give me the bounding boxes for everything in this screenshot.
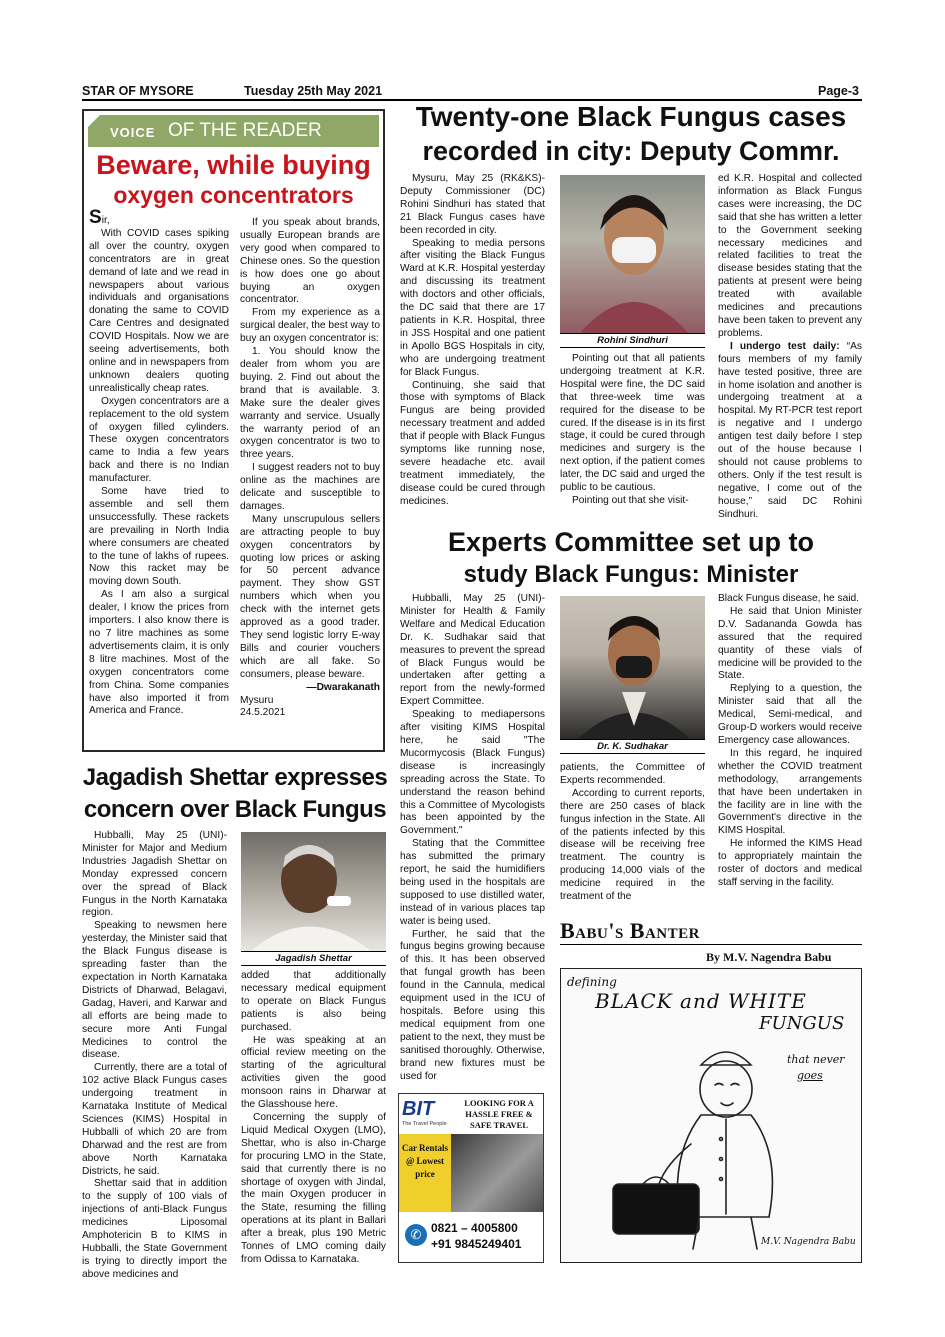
experts-column-3 (718, 593, 862, 890)
fungus-column-3 (718, 173, 862, 521)
shettar-photo-block (241, 832, 386, 966)
shettar-paragraph: Concerning the supply of Liquid Medical Oxygen (LMO), Shettar, who is also in-Charge for procuring LMO in the State, said that currently there is no shortage of oxygen with Jindal, the main Oxygen producer in the State, resuming the filling operations at its plant in Ballari after a break, plus 190 Metric Tonnes of LMO coming daily from Odissa to Karnataka. (241, 1111, 386, 1265)
cartoon-text-fungus: FUNGUS (759, 1013, 845, 1034)
voice-kicker (88, 115, 379, 147)
ad-phone-icon: ✆ (405, 1224, 427, 1246)
voice-paragraph: Some have tried to assemble and sell them unsuccessfully. These rackets are prevailing in North India where consumers are cheated to the tune of lakhs of rupees. Now this racket may be moving down South. (89, 486, 229, 588)
portrait-icon (241, 832, 386, 951)
sudhakar-photo (560, 596, 705, 739)
shettar-column-2 (241, 970, 386, 1267)
ad-brand-tagline: The Travel People (402, 1121, 447, 1127)
shettar-headline-line1: Jagadish Shettar expresses (82, 764, 388, 791)
ad-brand-block (402, 1098, 452, 1138)
fungus-paragraph: Pointing out that all patients undergoing treatment at K.R. Hospital were fine, the DC said that three-week time was required for the disease to be cured. If the disease is in its first stage, it could be cured through medicines and surgery is the next option, if the patient comes later, the DC said and urged the public to be cautious. (560, 353, 705, 494)
fungus-paragraph: ed K.R. Hospital and collected information as Black Fungus cases were increasing, the DC said that she has written a letter to the Government seeking necessary medicines and related facilities to treat the disease besides stating that the patients at present were being treated with available medicines and precautions have been taken to prevent any problems. (718, 173, 862, 339)
banter-rule (560, 944, 862, 945)
voice-headline-line2: oxygen concentrators (113, 182, 354, 208)
experts-column-1 (400, 593, 545, 1083)
voice-paragraph: I suggest readers not to buy online as the machines are delicate and susceptible to damages. (240, 462, 380, 512)
voice-place: Mysuru (240, 694, 274, 706)
voice-paragraph: From my experience as a surgical dealer, the best way to buy an oxygen concentrator is: (240, 307, 380, 345)
ad-phone-2: +91 9845249401 (431, 1237, 522, 1251)
experts-paragraph: Replying to a question, the Minister said that all the Medical, Semi-medical, and Group-D workers would receive Emergency case allowances. (718, 683, 862, 746)
rohini-photo-block (560, 175, 705, 347)
voice-paragraph: Many unscrupulous sellers are attracting people to buy oxygen concentrators by quoting low prices or asking for 50 percent advance payment. They show GST numbers which when you check with the internet gets approved as a good trader. They send logistic lorry E-way Bills and courier vouchers which are all fake. So consumers, please beware. (240, 513, 380, 680)
fungus-column-1 (400, 173, 545, 509)
fungus-headline-line2: recorded in city: Deputy Commr. (422, 136, 840, 166)
shettar-paragraph: Hubballi, May 25 (UNI)- Minister for Major and Medium Industries Jagadish Shettar on Monday expressed concern over the spread of Black Fungus in the North Karnataka region. (82, 830, 227, 919)
bit-travel-ad[interactable] (398, 1093, 544, 1263)
voice-of-reader-box (82, 109, 385, 752)
voice-paragraph: If you speak about brands, usually European brands are very good when compared to Chinese ones. So the question is how does one go about buying an oxygen concentrator. (240, 217, 380, 306)
shettar-paragraph: Shettar said that in addition to the supply of 100 vials of injections of anti-Black Fungus medicines Liposomal Amphotericin B to KIMS in Hubballi, the State Government is trying to directly import the above medicines and (82, 1178, 227, 1280)
shettar-photo-caption: Jagadish Shettar (241, 951, 386, 966)
shettar-paragraph: Currently, there are a total of 102 active Black Fungus cases undergoing treatment in Karnataka Institute of Medical Sciences (KIMS) Hospital in Hubballi of which 20 are from Dharwad and the rest are from above North Karnataka Districts, he said. (82, 1062, 227, 1177)
sudhakar-photo-caption: Dr. K. Sudhakar (560, 739, 705, 754)
voice-signature: —Dwarakanath (306, 681, 380, 693)
voice-salutation: Sir, (89, 207, 110, 228)
issue-date: Tuesday 25th May 2021 (244, 84, 383, 98)
cartoon-text-goes: goes (797, 1069, 823, 1082)
experts-headline-line2: study Black Fungus: Minister (463, 561, 799, 588)
experts-paragraph: In this regard, he inquired whether the COVID treatment methodology, arrangements that have been undertaken in the facility are in line with the Government's directive in the KIMS Hospital. (718, 747, 862, 837)
ad-phone-1: 0821 – 4005800 (431, 1221, 518, 1235)
cartoon-text-defining: defining (567, 975, 617, 989)
experts-paragraph: Further, he said that the fungus begins growing because of this. It has been observed that fungal growth has been found in the Cannula, medical equipment used in the ICU of hospitals. Before using this medical equipment from one patient to the next, they must be sanitised thoroughly. Otherwise, brand new fixtures must be used for (400, 928, 545, 1082)
experts-paragraph: Stating that the Committee has submitted the primary report, he said the humidifiers being used in the hospitals are supposed to use distilled water, instead of in various places tap water is being used. (400, 838, 545, 927)
ad-brand-logo: BIT (402, 1098, 435, 1120)
voice-paragraph: With COVID cases spiking all over the country, oxygen concentrators are in great demand of late and we read in newspapers about various individuals and organisations donating the same to COVID Care Centres and designated COVID Hospitals. Now we are seeing advertisements, both online and in newspapers from unknown dealers quoting unrealistically cheap rates. (89, 227, 229, 394)
voice-dropcap: S (89, 207, 102, 228)
voice-kicker-small: VOICE (110, 125, 156, 140)
rohini-photo-caption: Rohini Sindhuri (560, 333, 705, 348)
fungus-paragraph: Mysuru, May 25 (RK&KS)- Deputy Commissioner (DC) Rohini Sindhuri has stated that 21 Black Fungus cases have been recorded in city. (400, 173, 545, 236)
shettar-paragraph: He was speaking at an official review meeting on the starting of the agricultural activities given the good monsoon rains in Dharwar at the Glasshouse here. (241, 1034, 386, 1111)
experts-column-2 (560, 762, 705, 904)
shettar-paragraph: Speaking to newsmen here yesterday, the Minister said that the Black Fungus disease is spreading faster than the expectation in North Karnataka Districts of Dharwad, Belagavi, Gadag, Haveri, and Karwar and all efforts are being made to secure more Anti Fungal Medicines to control the disease. (82, 920, 227, 1061)
paper-name: STAR OF MYSORE (82, 84, 194, 98)
voice-paragraph: As I am also a surgical dealer, I know the prices from importers. I also know there is no 7 litre machines as some advertisements claim, it is only 8 litre machines. Most of the oxygen concentrators come from China. Some companies have also imported it from America and France. (89, 589, 229, 717)
banter-title: Babu's Banter (560, 918, 700, 943)
jagadish-shettar-photo (241, 832, 386, 951)
fungus-paragraph: Pointing out that she visit- (572, 494, 689, 506)
portrait-icon (560, 596, 705, 739)
banter-cartoon (560, 968, 862, 1263)
sudhakar-photo-block (560, 596, 705, 754)
fungus-column-2 (560, 353, 705, 508)
page-number: Page-3 (818, 84, 859, 98)
experts-headline-line1: Experts Committee set up to (447, 527, 815, 557)
experts-paragraph: According to current reports, there are 250 cases of black fungus infection in the State. All of the patients infected by this disease will be receiving free treatment. The country is producing 14,000 vials of the medicine required in the treatment of the (560, 787, 705, 903)
fungus-paragraph: I undergo test daily: “As fours members of my family have tested positive, three are in home isolation and another is undergoing treatment at a hospital. My RT-PCR test report is negative and I undergo antigen test daily before I step out of the house because I should not cause problems to others. Only if the test result is negative, I come out of the house,” said DC Rohini Sindhuri. (718, 340, 862, 520)
voice-paragraph: 1. You should know the dealer from whom you are buying. 2. Find out about the brand that is available. 3. Make sure the dealer gives warranty and service. Usually the warranty period of an oxygen concentrator is two to three years. (240, 346, 380, 461)
experts-paragraph: Speaking to mediapersons after visiting KIMS Hospital here, he said "The Mucormycosis (Black Fungus) disease is increasingly spreading across the State. To understand the reason behind this a Committee of Mycologists has been appointed by the Government." (400, 709, 545, 837)
voice-column-2 (240, 217, 380, 720)
experts-paragraph: He informed the KIMS Head to appropriately maintain the roster of doctors and medical staff serving in the facility. (718, 838, 862, 888)
ad-offer-panel (399, 1134, 451, 1212)
voice-paragraph: Oxygen concentrators are a replacement to the old system of oxygen filled cylinders. These oxygen concentrators came to India a few years back and there is no Indian manufacturer. (89, 395, 229, 485)
ad-headline: LOOKING FOR A HASSLE FREE & SAFE TRAVEL (464, 1098, 534, 1130)
voice-sig-date: 24.5.2021 (240, 707, 286, 719)
fungus-paragraph: Continuing, she said that those with symptoms of Black Fungus are being provided necessary treatment and added that if people with Black Fungus symptoms like running nose, severe headache etc. avail treatment immediately, the disease could be cured through medicines. (400, 379, 545, 507)
experts-paragraph: patients, the Committee of Experts recommended. (560, 762, 705, 786)
shettar-column-1 (82, 830, 227, 1282)
experts-paragraph: Black Fungus disease, he said. (718, 593, 860, 604)
rohini-sindhuri-photo (560, 175, 705, 333)
cartoon-text-black-white: BLACK and WHITE (595, 989, 807, 1013)
ad-car-photo (451, 1134, 544, 1212)
voice-headline-line1: Beware, while buying (96, 150, 371, 180)
voice-column-1 (89, 207, 229, 718)
ad-offer: Car Rentals @ Lowest price (401, 1143, 449, 1179)
fungus-headline-line1: Twenty-one Black Fungus cases (415, 101, 847, 132)
banter-byline: By M.V. Nagendra Babu (706, 950, 832, 964)
cartoon-signature: M.V. Nagendra Babu (761, 1237, 856, 1247)
shettar-paragraph: added that additionally necessary medical equipment to operate on Black Fungus patients is also being purchased. (241, 970, 386, 1033)
experts-paragraph: He said that Union Minister D.V. Sadananda Gowda has assured that the required quantity of these vials of medicine will be provided to the State. (718, 605, 862, 682)
fungus-paragraph: Speaking to media persons after visiting the Black Fungus Ward at K.R. Hospital yesterday and discussing its treatment with doctors and other officials, the DC said that there are 17 patients in K.R. Hospital, three in JSS Hospital and one patient in Apollo BGS Hospitals in city, who are undergoing treatment for Black Fungus. (400, 237, 545, 378)
fungus-subhead: I undergo test daily: (730, 340, 840, 352)
voice-kicker-large: OF THE READER (168, 120, 322, 141)
shettar-headline-line2: concern over Black Fungus (83, 796, 387, 823)
cartoon-text-that-never: that never (787, 1053, 845, 1066)
experts-paragraph: Hubballi, May 25 (UNI)- Minister for Health & Family Welfare and Medical Education Dr. K. Sudhakar said that measures to prevent the spread of Black Fungus would be undertaken after getting a report from the newly-formed Expert Committee. (400, 593, 545, 708)
portrait-icon (560, 175, 705, 333)
